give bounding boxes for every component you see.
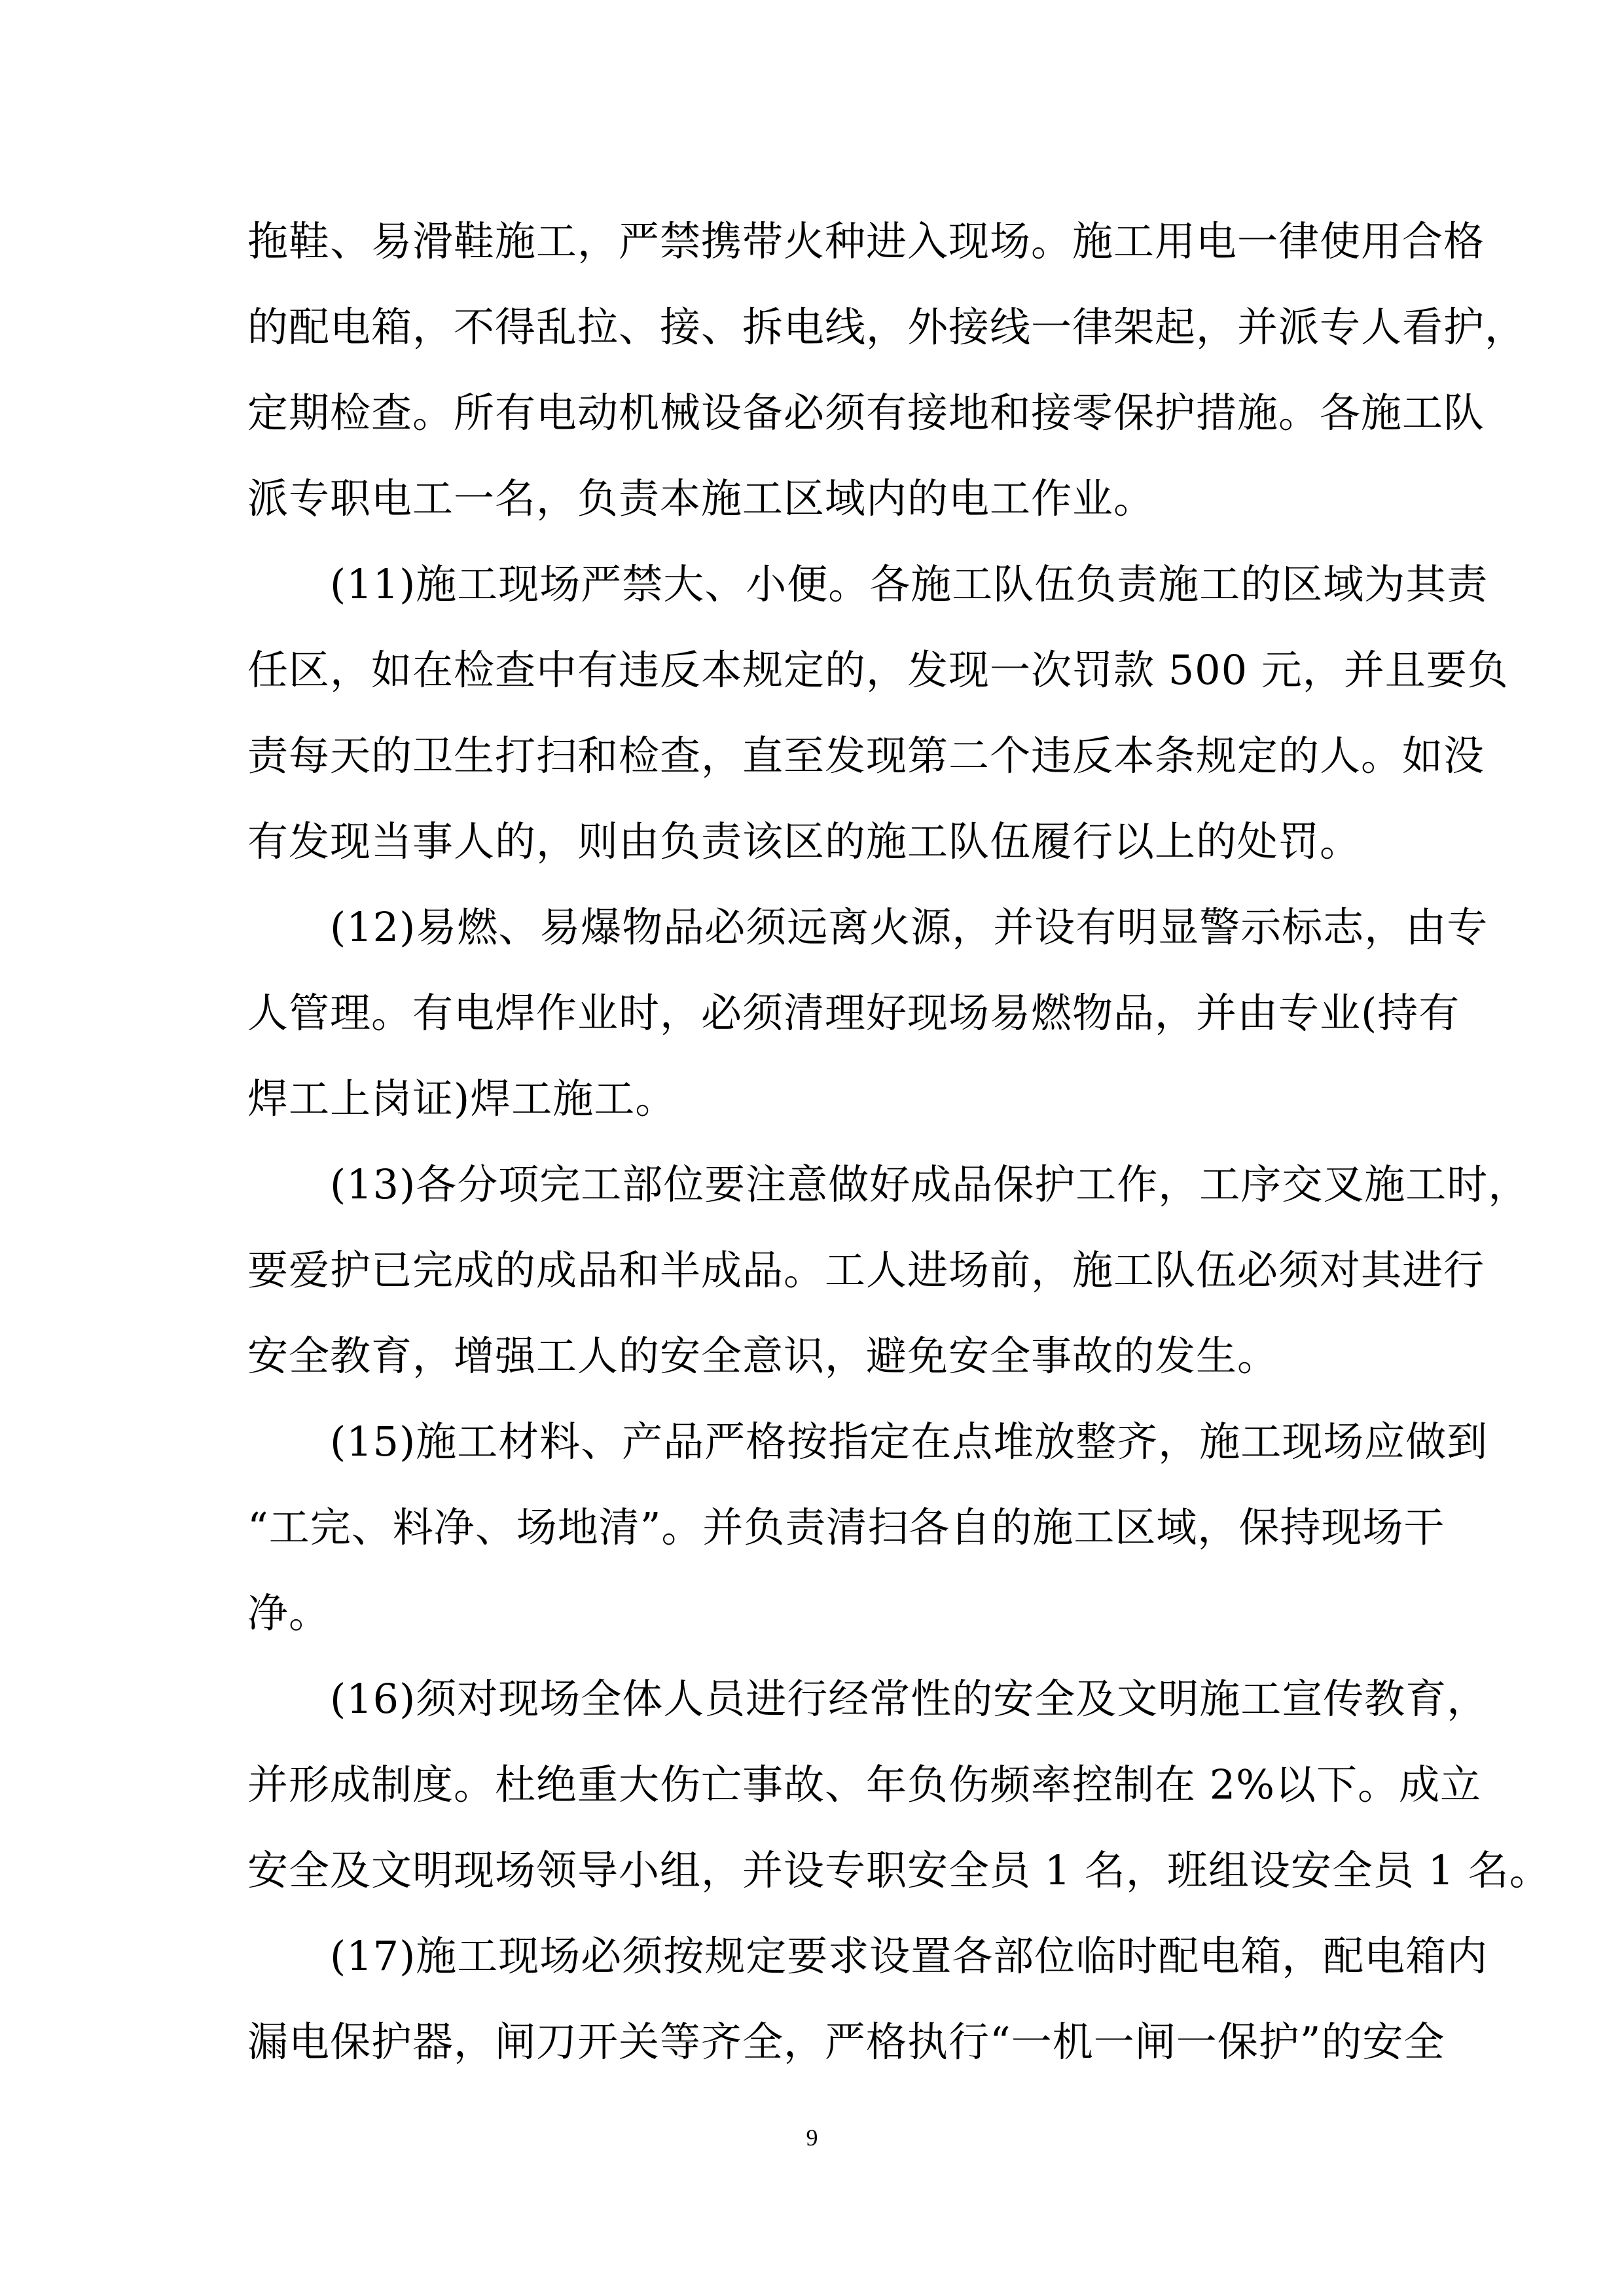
paragraph-11-start: (11)施工现场严禁大、小便。各施工队伍负责施工的区域为其责 — [330, 560, 1489, 608]
page-number: 9 — [806, 2125, 818, 2151]
paragraph-17-start: (17)施工现场必须按规定要求设置各部位临时配电箱，配电箱内 — [330, 1932, 1489, 1980]
text-line: 并形成制度。杜绝重大伤亡事故、年负伤频率控制在 2%以下。成立 — [247, 1761, 1482, 1808]
paragraph-16-start: (16)须对现场全体人员进行经常性的安全及文明施工宣传教育， — [330, 1675, 1489, 1723]
text-line: 人管理。有电焊作业时，必须清理好现场易燃物品，并由专业(持有 — [247, 989, 1460, 1037]
text-line: 有发现当事人的，则由负责该区的施工队伍履行以上的处罚。 — [247, 817, 1362, 865]
text-line: 任区，如在检查中有违反本规定的，发现一次罚款 500 元，并且要负 — [247, 646, 1509, 694]
text-line: “工完、料净、场地清”。并负责清扫各自的施工区域，保持现场干 — [247, 1503, 1445, 1551]
paragraph-13-start: (13)各分项完工部位要注意做好成品保护工作，工序交叉施工时， — [330, 1160, 1530, 1208]
text-line: 安全教育，增强工人的安全意识，避免安全事故的发生。 — [247, 1332, 1279, 1380]
text-line: 的配电箱，不得乱拉、接、拆电线，外接线一律架起，并派专人看护， — [247, 303, 1526, 351]
text-line: 派专职电工一名，负责本施工区域内的电工作业。 — [247, 475, 1155, 522]
text-line: 要爱护已完成的成品和半成品。工人进场前，施工队伍必须对其进行 — [247, 1246, 1485, 1294]
text-line: 责每天的卫生打扫和检查，直至发现第二个违反本条规定的人。如没 — [247, 732, 1485, 780]
text-line: 安全及文明现场领导小组，并设专职安全员 1 名，班组设安全员 1 名。 — [247, 1846, 1551, 1894]
text-line: 净。 — [247, 1589, 331, 1637]
paragraph-12-start: (12)易燃、易爆物品必须远离火源，并设有明显警示标志，由专 — [330, 903, 1489, 951]
text-line: 定期检查。所有电动机械设备必须有接地和接零保护措施。各施工队 — [247, 389, 1485, 437]
text-line: 拖鞋、易滑鞋施工，严禁携带火种进入现场。施工用电一律使用合格 — [247, 217, 1485, 265]
text-line: 漏电保护器，闸刀开关等齐全，严格执行“一机一闸一保护”的安全 — [247, 2018, 1445, 2066]
paragraph-15-start: (15)施工材料、产品严格按指定在点堆放整齐，施工现场应做到 — [330, 1418, 1489, 1465]
text-line: 焊工上岗证)焊工施工。 — [247, 1075, 677, 1122]
